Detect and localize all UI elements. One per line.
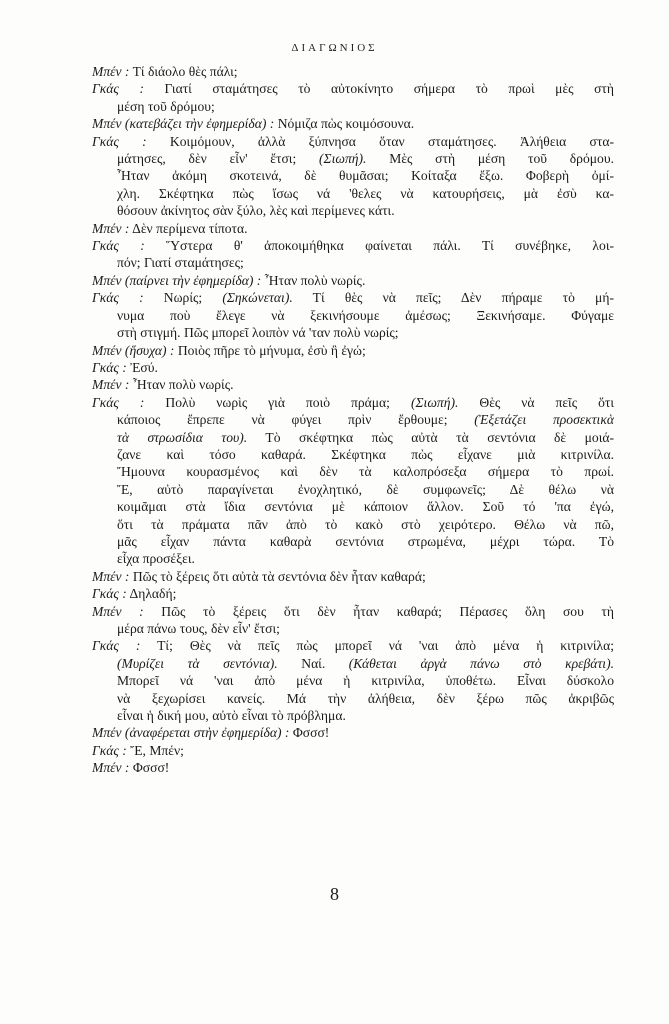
dialogue-line xyxy=(92,568,614,585)
dialogue-text: χλη. Σκέφτηκα πὼς ἴσως νά 'θελες νὰ κατουρήσεις, μὰ ἐσὺ κα- xyxy=(117,185,614,201)
dialogue-text: Τί διάολο θὲς πάλι; xyxy=(129,64,238,79)
dialogue-text: εἶχα προσέξει. xyxy=(117,551,195,567)
dialogue-text: κοιμᾶμαι στὰ ἴδια σεντόνια μὲ κάποιον ἄλλον. Σοῦ τό 'πα ἐγώ, xyxy=(117,499,614,515)
dialogue-text: Ὕστερα θ' ἀποκοιμήθηκα φαίνεται πάλι. Τί συνέβηκε, λοι- xyxy=(144,238,614,254)
dialogue-text: Πῶς τὸ ξέρεις ὅτι δὲν ἦταν καθαρά; Πέρασες ὅλη σου τὴ xyxy=(143,603,614,619)
stage-direction-or-speaker: (Κάθεται ἀργὰ πάνω στὸ κρεβάτι). xyxy=(348,655,614,671)
stage-direction-or-speaker: Γκάς : xyxy=(92,359,127,375)
running-head: ΔΙΑΓΩΝΙΟΣ xyxy=(291,42,378,54)
dialogue-line xyxy=(92,637,614,654)
dialogue-text: εἶναι ἡ δική μου, αὐτὸ εἶναι τὸ πρόβλημα. xyxy=(117,708,346,724)
stage-direction-or-speaker: Μπέν : xyxy=(92,603,144,619)
stage-direction-or-speaker: (Σηκώνεται). xyxy=(222,290,293,306)
dialogue-text: θόσουν ἀκίνητος σὰν ξύλο, λὲς καὶ περίμενες κάτι. xyxy=(117,203,395,219)
dialogue-line xyxy=(92,167,614,184)
dialogue-text: Ἐσύ. xyxy=(126,359,158,375)
dialogue-text: πόν; Γιατί σταμάτησες; xyxy=(117,255,244,271)
dialogue-text: κάποιος ἔπρεπε νὰ φύγει πρὶν ἔρθουμε; xyxy=(117,412,475,428)
dialogue-line xyxy=(92,429,614,446)
stage-direction-or-speaker: (Σιωπή). xyxy=(319,151,367,167)
dialogue-text: Μὲς στὴ μέση τοῦ δρόμου. xyxy=(366,151,614,167)
stage-direction-or-speaker: (Μυρίζει τὰ σεντόνια). xyxy=(117,655,278,671)
dialogue-line xyxy=(92,133,614,150)
dialogue-line xyxy=(92,446,614,463)
dialogue-text: Ποιὸς πῆρε τὸ μήνυμα, ἐσὺ ἢ ἐγώ; xyxy=(174,342,366,358)
dialogue-line xyxy=(92,98,614,115)
stage-direction-or-speaker: Μπέν (ἥσυχα) : xyxy=(92,342,175,358)
dialogue-text: Ἦταν πολὺ νωρίς. xyxy=(261,272,366,288)
dialogue-line xyxy=(92,742,614,759)
dialogue-line xyxy=(92,220,614,237)
dialogue-line xyxy=(92,185,614,202)
dialogue-text: Τὸ σκέφτηκα πὼς αὐτὰ τὰ σεντόνια δὲ μοιά- xyxy=(247,429,614,445)
dialogue-line xyxy=(92,481,614,498)
dialogue-line xyxy=(92,63,614,80)
stage-direction-or-speaker: Γκάς : xyxy=(92,394,145,410)
dialogue-text: Ναί. xyxy=(277,655,349,671)
dialogue-line xyxy=(92,376,614,393)
play-dialogue-text xyxy=(92,63,614,777)
dialogue-text: Ἤμουνα κουρασμένος καὶ δὲν τὰ καλοπρόσεξα σήμερα τὸ πρωί. xyxy=(117,464,614,480)
stage-direction-or-speaker: Γκάς : xyxy=(92,81,144,97)
stage-direction-or-speaker: Μπέν : xyxy=(92,568,130,584)
dialogue-line xyxy=(92,324,614,341)
dialogue-text: νυμα ποὺ ἔλεγε νὰ ξεκινήσουμε ἀμέσως; Ξεκινήσαμε. Φύγαμε xyxy=(117,307,614,323)
dialogue-text: στὴ στιγμή. Πῶς μπορεῖ λοιπὸν νά 'ταν πολὺ νωρίς; xyxy=(117,325,399,341)
dialogue-line xyxy=(92,759,614,776)
dialogue-line xyxy=(92,411,614,428)
dialogue-text: Μπορεῖ νά 'ναι ἀπὸ μένα ἡ κιτρινίλα, ὑποθέτω. Εἶναι δύσκολο xyxy=(117,673,614,689)
stage-direction-or-speaker: (Σιωπή). xyxy=(410,394,459,410)
stage-direction-or-speaker: Μπέν : xyxy=(92,220,130,236)
dialogue-line xyxy=(92,533,614,550)
page-number: 8 xyxy=(330,884,339,904)
dialogue-line xyxy=(92,690,614,707)
dialogue-line xyxy=(92,463,614,480)
stage-direction-or-speaker: Μπέν (παίρνει τὴν ἐφημερίδα) : xyxy=(92,272,262,288)
dialogue-line xyxy=(92,272,614,289)
dialogue-text: Φσσσ! xyxy=(129,760,170,776)
stage-direction-or-speaker: τὰ στρωσίδια του). xyxy=(117,429,248,445)
dialogue-line xyxy=(92,289,614,306)
dialogue-line xyxy=(92,550,614,567)
dialogue-text: Δὲν περίμενα τίποτα. xyxy=(129,220,248,236)
dialogue-text: νὰ ξεχωρίσει κανείς. Μά τὴν ἀλήθεια, δὲν ξέρω πῶς ἀκριβῶς xyxy=(117,690,614,706)
dialogue-line xyxy=(92,359,614,376)
dialogue-line xyxy=(92,620,614,637)
dialogue-text: μᾶς εἶχαν πάντα καθαρὰ σεντόνια στρωμένα, μέχρι τώρα. Τὸ xyxy=(117,533,614,549)
stage-direction-or-speaker: Γκάς : xyxy=(92,238,145,254)
stage-direction-or-speaker: Μπέν : xyxy=(92,760,130,776)
dialogue-line xyxy=(92,707,614,724)
stage-direction-or-speaker: Μπέν : xyxy=(92,64,130,79)
dialogue-text: ὅτι τὰ πράματα πᾶν ἀπὸ τὸ κακὸ στὸ χειρότερο. Θέλω νὰ πῶ, xyxy=(117,516,614,532)
dialogue-line xyxy=(92,672,614,689)
dialogue-line xyxy=(92,202,614,219)
stage-direction-or-speaker: Μπέν (κατεβάζει τὴν ἐφημερίδα) : xyxy=(92,116,275,132)
dialogue-text: Θὲς νὰ πεῖς ὅτι xyxy=(458,394,614,410)
dialogue-line xyxy=(92,603,614,620)
dialogue-line xyxy=(92,394,614,411)
dialogue-text: Ἔ, αὐτὸ παραγίνεται ἐνοχλητικό, δὲ συμφωνεῖς; Δὲ θέλω νὰ xyxy=(117,481,614,497)
dialogue-text: Νόμιζα πὼς κοιμόσουνα. xyxy=(274,116,415,132)
dialogue-line xyxy=(92,254,614,271)
stage-direction-or-speaker: Γκάς : xyxy=(92,133,147,149)
dialogue-text: Ἔ, Μπέν; xyxy=(126,742,184,758)
dialogue-text: Πολὺ νωρὶς γιὰ ποιὸ πράμα; xyxy=(144,394,411,410)
dialogue-text: Φσσσ! xyxy=(289,725,330,741)
dialogue-text: Ἦταν ἀκόμη σκοτεινά, δὲ θυμᾶσαι; Κοίταξα ἔξω. Φοβερὴ ὀμί- xyxy=(117,168,614,184)
dialogue-line xyxy=(92,585,614,602)
dialogue-text: Κοιμόμουν, ἀλλὰ ξύπνησα ὅταν σταμάτησες. Ἀλήθεια στα- xyxy=(146,133,614,149)
stage-direction-or-speaker: Μπέν : xyxy=(92,377,130,393)
stage-direction-or-speaker: Γκάς : xyxy=(92,586,127,602)
dialogue-text: μέση τοῦ δρόμου; xyxy=(117,98,215,114)
stage-direction-or-speaker: Γκάς : xyxy=(92,290,144,306)
dialogue-line xyxy=(92,516,614,533)
stage-direction-or-speaker: Μπέν (ἀναφέρεται στὴν ἐφημερίδα) : xyxy=(92,725,290,741)
dialogue-line xyxy=(92,655,614,672)
dialogue-text: ζανε καὶ τόσο καθαρά. Σκέφτηκα πὼς εἶχανε μιὰ κιτρινίλα. xyxy=(117,446,614,462)
dialogue-text: Τί; Θὲς νὰ πεῖς πὼς μπορεῖ νά 'ναι ἀπὸ μένα ἡ κιτρινίλα; xyxy=(140,638,614,654)
dialogue-line xyxy=(92,307,614,324)
dialogue-line xyxy=(92,724,614,741)
stage-direction-or-speaker: Γκάς : xyxy=(92,638,141,654)
dialogue-line xyxy=(92,150,614,167)
dialogue-text: Τί θὲς νὰ πεῖς; Δὲν πήραμε τὸ μή- xyxy=(292,290,614,306)
dialogue-text: Νωρίς; xyxy=(143,290,223,306)
stage-direction-or-speaker: (Ἐξετάζει προσεκτικὰ xyxy=(474,412,614,428)
dialogue-text: Δηλαδή; xyxy=(126,586,177,602)
dialogue-line xyxy=(92,498,614,515)
dialogue-text: Γιατί σταμάτησες τὸ αὐτοκίνητο σήμερα τὸ πρωὶ μὲς στὴ xyxy=(143,81,614,97)
stage-direction-or-speaker: Γκάς : xyxy=(92,742,127,758)
dialogue-text: Πῶς τὸ ξέρεις ὅτι αὐτὰ τὰ σεντόνια δὲν ἦταν καθαρά; xyxy=(129,568,426,584)
dialogue-line xyxy=(92,115,614,132)
dialogue-text: Ἦταν πολὺ νωρίς. xyxy=(129,377,234,393)
dialogue-text: μέρα πάνω τους, δὲν εἶν' ἔτσι; xyxy=(117,621,280,636)
dialogue-text: μάτησες, δὲν εἶν' ἔτσι; xyxy=(117,151,319,167)
dialogue-line xyxy=(92,342,614,359)
dialogue-line xyxy=(92,237,614,254)
dialogue-line xyxy=(92,80,614,97)
